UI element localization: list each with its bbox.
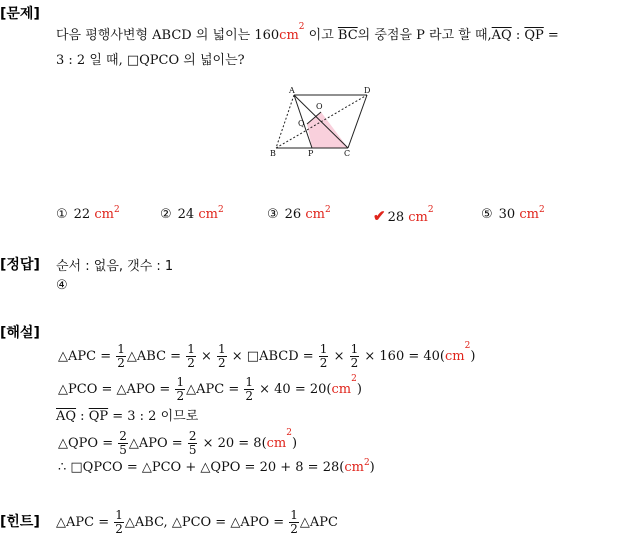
question-text-c: 의 중점을 P 라고 할 때, bbox=[357, 28, 492, 43]
hint-line: △APC = $\frac{1}{2}$ △ABC, △PCO = △APO = $\frac{1}{2}$ △APC bbox=[56, 508, 339, 536]
fraction-two-fifths: $\frac{2}{5}$ bbox=[119, 429, 127, 457]
edge-dc bbox=[348, 95, 367, 148]
label-q: Q bbox=[298, 119, 305, 128]
fraction-half: $\frac{1}{2}$ bbox=[290, 508, 298, 536]
choice-marker: ① bbox=[56, 207, 68, 222]
answer-header: [정답] bbox=[0, 257, 40, 273]
explanation-line-1: △APC = $\frac{1}{2}$ △ABC = $\frac{1}{2}$ × $\frac{1}{2}$ × □ABCD = $\frac{1}{2}$ × $\frac{1}{2}$ × $160 = 40(cm^2)$ bbox=[58, 341, 476, 370]
fraction-half: $\frac{1}{2}$ bbox=[218, 342, 226, 370]
fraction-half: $\frac{1}{2}$ bbox=[176, 375, 185, 403]
choice-1[interactable]: ① 22 $cm^2$ bbox=[56, 205, 120, 222]
choice-4-correct[interactable]: ✔ 28 $cm^2$ bbox=[373, 205, 434, 225]
explanation-line-2: △PCO = △APO = $\frac{1}{2}$ △APC = $\frac{1}{2}$ × $40 = 20(cm^2)$ bbox=[58, 374, 362, 403]
segment-aq: $\overline{AQ}$ bbox=[491, 28, 512, 43]
fraction-half: $\frac{1}{2}$ bbox=[187, 342, 195, 370]
fraction-half: $\frac{1}{2}$ bbox=[319, 342, 328, 370]
label-o: O bbox=[316, 102, 323, 111]
choice-marker: ⑤ bbox=[481, 207, 493, 222]
question-text-b: 이고 bbox=[304, 28, 338, 43]
choice-value: 26 bbox=[284, 207, 302, 222]
explanation-line-4: △QPO = $\frac{2}{5}$ △APO = $\frac{2}{5}$ × $20 = 8(cm^2)$ bbox=[58, 428, 298, 457]
choice-marker: ③ bbox=[267, 207, 279, 222]
choice-value: 24 bbox=[177, 207, 195, 222]
choice-value: 28 bbox=[387, 210, 405, 225]
label-c: C bbox=[344, 149, 351, 158]
fraction-two-fifths: $\frac{2}{5}$ bbox=[188, 429, 197, 457]
label-p: P bbox=[308, 149, 314, 158]
choice-value: 30 bbox=[498, 207, 516, 222]
choice-5[interactable]: ⑤ 30 $cm^2$ bbox=[481, 205, 545, 222]
choice-3[interactable]: ③ 26 $cm^2$ bbox=[267, 205, 331, 222]
hint-header: [힌트] bbox=[0, 514, 40, 530]
explanation-line-3: $\overline{AQ}$ : $\overline{QP} = 3$ : 2 이므로 bbox=[56, 409, 199, 424]
segment-qp: $\overline{QP}$ bbox=[524, 28, 544, 43]
question-text-a: 다음 평행사변형 ABCD 의 넓이는 160 bbox=[56, 28, 280, 43]
label-d: D bbox=[364, 86, 371, 95]
edge-ab bbox=[276, 95, 294, 148]
fraction-half: $\frac{1}{2}$ bbox=[350, 342, 359, 370]
choice-value: 22 bbox=[73, 207, 91, 222]
explanation-line-5: ∴ □QPCO = △PCO + △QPO = $20 + 8 = 28(cm^2)$ bbox=[58, 458, 375, 475]
fraction-half: $\frac{1}{2}$ bbox=[117, 342, 125, 370]
segment-bc: $\overline{BC}$ bbox=[337, 28, 358, 43]
fraction-half: $\frac{1}{2}$ bbox=[115, 508, 123, 536]
parallelogram-figure bbox=[260, 82, 380, 162]
unit-cm: $cm^2$ bbox=[279, 22, 305, 43]
answer-meta: 순서 : 없음, 갯수 : 1 bbox=[56, 259, 174, 274]
choice-2[interactable]: ② 24 $cm^2$ bbox=[160, 205, 224, 222]
label-b: B bbox=[270, 149, 276, 158]
explanation-header: [해설] bbox=[0, 325, 40, 341]
fraction-half: $\frac{1}{2}$ bbox=[245, 375, 253, 403]
question-line-1: 다음 평행사변형 ABCD 의 넓이는 $160cm^2$ 이고 $\overline{BC}$의 중점을 P 라고 할 때$,\overline{AQ}$ : $\overline{QP}$ = bbox=[56, 22, 559, 43]
check-mark-icon: ✔ bbox=[373, 207, 386, 225]
question-line-2: 3 : 2 일 때, □QPCO 의 넓이는? bbox=[56, 53, 245, 68]
choice-marker: ② bbox=[160, 207, 172, 222]
label-a: A bbox=[289, 86, 295, 95]
problem-header: [문제] bbox=[0, 6, 40, 22]
answer-value: ④ bbox=[56, 278, 68, 293]
